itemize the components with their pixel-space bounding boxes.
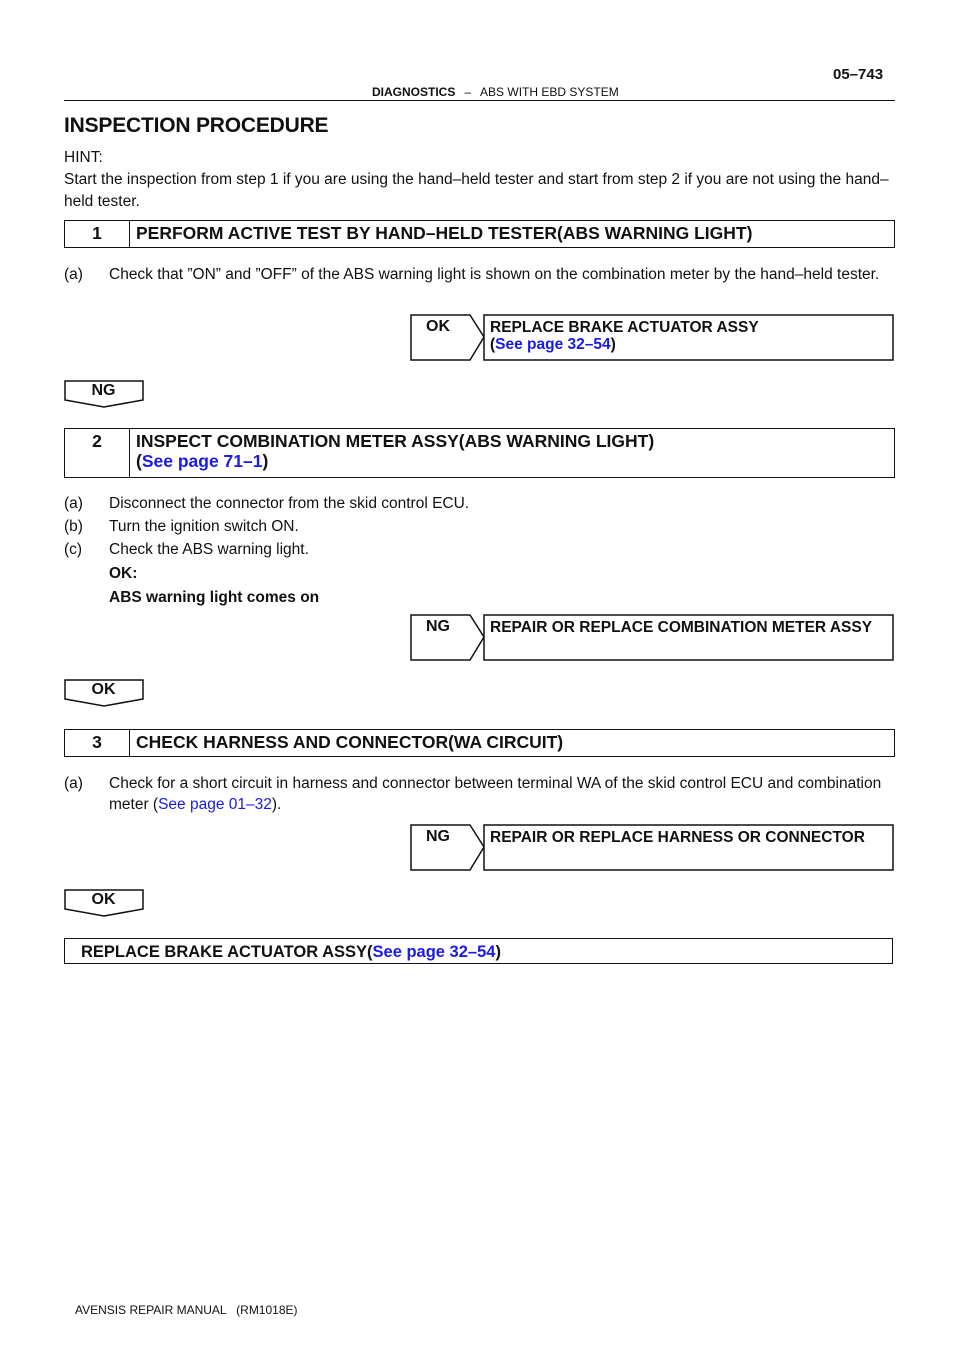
item-label: (a) xyxy=(64,775,83,792)
item-text: Disconnect the connector from the skid control ECU. xyxy=(109,495,470,512)
tag-label: NG xyxy=(91,382,116,399)
hint-text: Start the inspection from step 1 if you are using the hand–held tester and start from step 2 if you are not using the hand–held tester. xyxy=(64,171,889,210)
item-label: (c) xyxy=(64,541,83,558)
final-action-text: REPLACE BRAKE ACTUATOR ASSY( xyxy=(81,943,373,961)
item-text: Check that ”ON” and ”OFF” of the ABS warning light is shown on the combination meter by the hand–held tester. xyxy=(109,266,880,283)
tag-label: OK xyxy=(91,891,116,908)
final-action-box xyxy=(64,938,893,964)
see-page-link[interactable]: See page 01–32 xyxy=(158,796,272,813)
footer-manual-id: AVENSIS REPAIR MANUAL (RM1018E) xyxy=(75,1303,298,1317)
result-text: REPAIR OR REPLACE COMBINATION METER ASSY xyxy=(490,619,873,636)
step-2-title-block xyxy=(130,429,654,477)
page-number: 05–743 xyxy=(833,66,884,83)
item-text: Check the ABS warning light. xyxy=(109,541,309,558)
see-page-link[interactable]: See page 32–54 xyxy=(372,943,496,961)
header-rule xyxy=(64,100,895,101)
step-2-item-c xyxy=(64,539,896,560)
header-subsection: ABS WITH EBD SYSTEM xyxy=(480,85,619,99)
ref-suffix: ) xyxy=(262,451,269,471)
item-text-suffix: ). xyxy=(271,796,282,813)
running-header xyxy=(372,85,619,99)
page-title: INSPECTION PROCEDURE xyxy=(64,114,329,137)
step-1-box xyxy=(64,220,895,248)
result-reference xyxy=(490,336,888,353)
step-2-number: 2 xyxy=(65,429,130,477)
step-1-item-a xyxy=(64,264,896,285)
ref-prefix: ( xyxy=(490,336,496,353)
step-2-result-box xyxy=(410,614,894,659)
step-1-title: PERFORM ACTIVE TEST BY HAND–HELD TESTER(ABS WARNING LIGHT) xyxy=(136,223,753,243)
step-2-box xyxy=(64,428,895,478)
see-page-link[interactable]: See page 71–1 xyxy=(141,451,263,471)
step-3-ok-tag xyxy=(64,889,143,917)
step-3-number: 3 xyxy=(65,730,130,756)
step-3-item-a xyxy=(64,773,896,815)
step-2-item-a xyxy=(64,493,896,514)
item-text-main: Check for a short circuit in harness and connector between terminal WA of the skid control ECU and combination meter ( xyxy=(109,775,882,813)
step-2-reference xyxy=(136,451,654,471)
step-2-ok-criteria xyxy=(64,587,896,608)
hint-label: HINT: xyxy=(64,149,103,166)
see-page-link[interactable]: See page 32–54 xyxy=(495,336,611,353)
header-separator: – xyxy=(464,85,472,99)
step-2-ok-label xyxy=(64,563,896,584)
ref-prefix: ( xyxy=(136,451,142,471)
item-text xyxy=(109,773,896,815)
step-1-number: 1 xyxy=(65,221,130,247)
ok-criteria-text: ABS warning light comes on xyxy=(109,589,320,606)
item-label: (a) xyxy=(64,495,83,512)
item-label: (b) xyxy=(64,518,83,535)
result-text xyxy=(490,319,888,353)
final-action-suffix: ) xyxy=(495,943,501,961)
step-2-ok-tag xyxy=(64,679,143,707)
step-3-box xyxy=(64,729,895,757)
result-code: NG xyxy=(426,828,450,845)
step-3-title: CHECK HARNESS AND CONNECTOR(WA CIRCUIT) xyxy=(136,732,564,752)
tag-label: OK xyxy=(91,681,116,698)
header-section: DIAGNOSTICS xyxy=(372,85,456,99)
result-code: OK xyxy=(426,318,450,335)
step-1-result-box xyxy=(410,314,894,359)
step-2-item-b xyxy=(64,516,896,537)
step-1-ng-tag xyxy=(64,380,143,408)
item-label: (a) xyxy=(64,266,83,283)
result-text: REPAIR OR REPLACE HARNESS OR CONNECTOR xyxy=(490,829,865,846)
item-text: Turn the ignition switch ON. xyxy=(109,518,299,535)
result-action: REPLACE BRAKE ACTUATOR ASSY xyxy=(490,319,759,336)
ref-suffix: ) xyxy=(610,336,616,353)
step-3-result-box xyxy=(410,824,894,869)
result-code: NG xyxy=(426,618,450,635)
step-2-title: INSPECT COMBINATION METER ASSY(ABS WARNING LIGHT) xyxy=(136,431,655,451)
ok-label: OK: xyxy=(109,565,138,582)
